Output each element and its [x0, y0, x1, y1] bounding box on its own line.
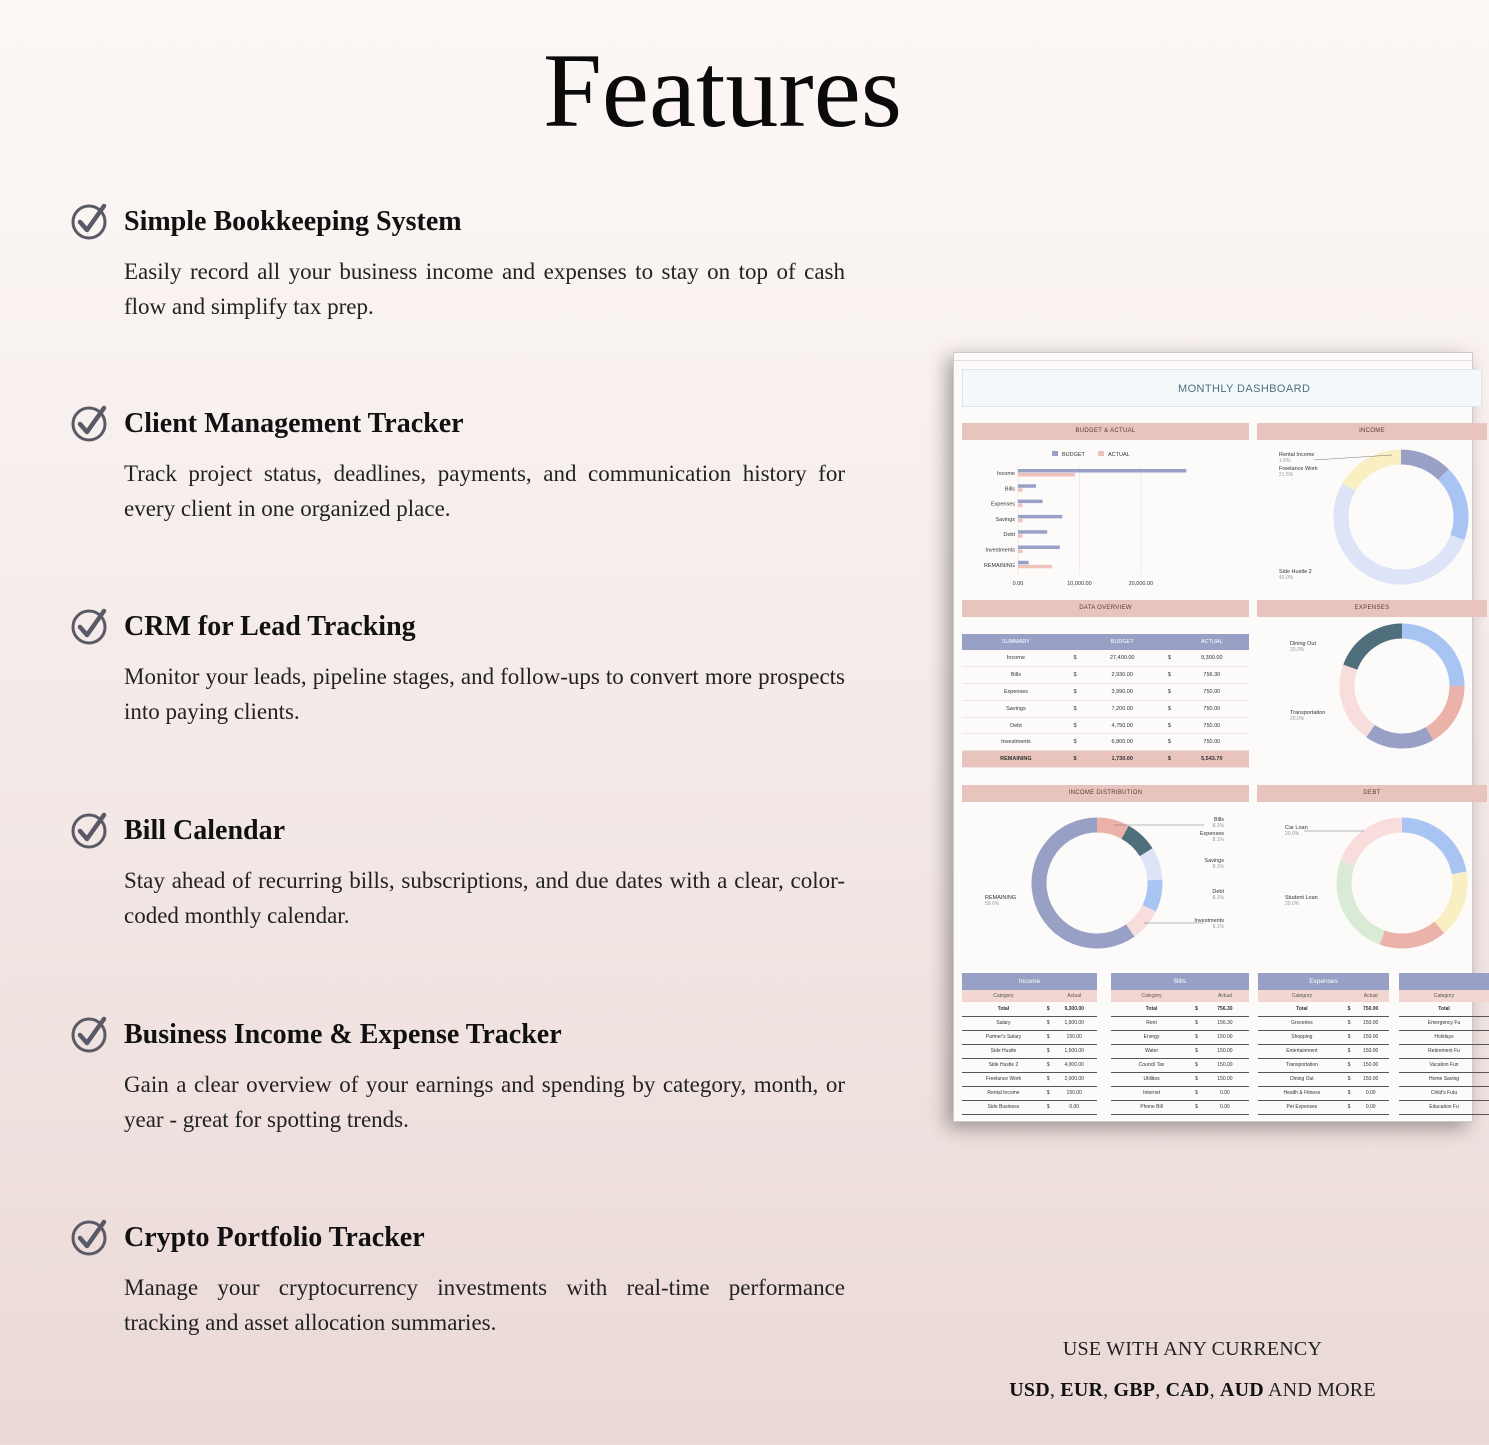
donut-label: Investments — [1194, 918, 1224, 924]
category-table — [1111, 973, 1249, 1115]
donut-segment — [1149, 880, 1155, 908]
currency-code: EUR — [1060, 1379, 1104, 1401]
category-value: 150.00 — [1352, 1072, 1389, 1086]
table-row — [962, 667, 1249, 684]
feature-description: Monitor your leads, pipeline stages, and follow-ups to convert more prospects into paying clients. — [124, 664, 845, 724]
overview-actual: 750.00 — [1175, 734, 1249, 751]
currency-symbol: $ — [1346, 1058, 1353, 1072]
category-name: Vacation Fun — [1399, 1058, 1489, 1072]
category-name: Side Business — [962, 1100, 1045, 1114]
category-name: Shopping — [1258, 1030, 1346, 1044]
table-row — [1399, 1044, 1489, 1058]
bar-budget — [1018, 484, 1036, 488]
x-tick-label: 20,000.00 — [1128, 581, 1154, 587]
table-row — [962, 700, 1249, 717]
currency-symbol: $ — [1045, 1044, 1052, 1058]
category-name: Health & Fitness — [1258, 1086, 1346, 1100]
donut-segment — [1439, 873, 1460, 928]
overview-name: REMAINING — [962, 751, 1070, 768]
category-value: 0.00 — [1051, 1100, 1097, 1114]
table-row — [962, 717, 1249, 734]
table-row — [1258, 1002, 1389, 1016]
category-name: Pet Expenses — [1258, 1100, 1346, 1114]
overview-budget: 27,400.00 — [1080, 650, 1164, 667]
currency-symbol: $ — [1045, 1030, 1052, 1044]
category-name: Total — [1399, 1002, 1489, 1016]
category-table-title: Bills — [1111, 973, 1249, 990]
y-category-label: Expenses — [990, 501, 1015, 508]
bar-budget — [1018, 515, 1062, 519]
currency-symbol: $ — [1045, 1058, 1052, 1072]
feature-title: Business Income & Expense Tracker — [124, 1019, 562, 1050]
currency-symbol: $ — [1070, 650, 1080, 667]
bar-actual — [1018, 473, 1075, 477]
currency-symbol: $ — [1192, 1086, 1201, 1100]
category-name: Side Hustle 2 — [962, 1058, 1045, 1072]
feature-item — [70, 610, 845, 729]
category-value: 0.00 — [1352, 1100, 1389, 1114]
table-row — [1399, 1058, 1489, 1072]
currency-symbol: $ — [1070, 667, 1080, 684]
table-row — [962, 751, 1249, 768]
y-category-label: Bills — [1004, 486, 1015, 493]
category-value: 0.00 — [1201, 1100, 1249, 1114]
table-row — [1258, 1044, 1389, 1058]
category-value: 750.00 — [1352, 1002, 1389, 1016]
feature-title: Client Management Tracker — [124, 408, 464, 439]
category-table-title: Expenses — [1258, 973, 1389, 990]
overview-actual: 750.00 — [1175, 700, 1249, 717]
bar-actual — [1018, 534, 1023, 538]
currency-symbol: $ — [1346, 1072, 1353, 1086]
category-name: Rent — [1111, 1016, 1192, 1030]
table-row — [1258, 1100, 1389, 1114]
donut-segment — [1097, 825, 1125, 832]
dashboard-preview — [953, 352, 1473, 1122]
currency-symbol: $ — [1070, 717, 1080, 734]
currency-code: GBP — [1113, 1379, 1156, 1401]
overview-budget: 1,730.00 — [1080, 751, 1164, 768]
category-name: Holidays — [1399, 1030, 1489, 1044]
currency-suffix: AND MORE — [1268, 1379, 1376, 1401]
category-value: 156.30 — [1201, 1016, 1249, 1030]
currency-symbol: $ — [1346, 1086, 1353, 1100]
section-income-distribution: INCOME DISTRIBUTION — [962, 785, 1249, 802]
table-row — [962, 1072, 1097, 1086]
currency-symbol: $ — [1045, 1072, 1052, 1086]
currency-symbol: $ — [1192, 1002, 1201, 1016]
donut-label-pct: 59.6% — [985, 901, 1000, 907]
section-income: INCOME — [1257, 423, 1487, 440]
currency-symbol: $ — [1070, 751, 1080, 768]
donut-label-pct: 20.0% — [1290, 647, 1305, 653]
table-row — [1111, 1016, 1249, 1030]
currency-symbol: $ — [1045, 1016, 1052, 1030]
currency-symbol: $ — [1346, 1016, 1353, 1030]
donut-label: Debt — [1212, 889, 1224, 895]
table-row — [962, 650, 1249, 667]
overview-budget: 3,990.00 — [1080, 684, 1164, 701]
currency-symbol: $ — [1192, 1072, 1201, 1086]
donut-segment — [1370, 731, 1429, 741]
donut-label-pct: 8.1% — [1212, 823, 1224, 829]
bar-budget — [1018, 546, 1060, 550]
bar-actual — [1018, 565, 1052, 569]
currency-symbol: $ — [1164, 650, 1174, 667]
donut-segment — [1125, 832, 1146, 852]
donut-segment — [1344, 863, 1382, 937]
currency-symbol: $ — [1045, 1100, 1052, 1114]
donut-label: Expenses — [1199, 831, 1224, 837]
bar-budget — [1018, 500, 1043, 504]
category-table — [1399, 973, 1489, 1115]
currency-symbol: $ — [1192, 1100, 1201, 1114]
overview-budget: 2,930.00 — [1080, 667, 1164, 684]
donut-segment — [1350, 631, 1402, 667]
table-row — [1111, 1002, 1249, 1016]
overview-name: Savings — [962, 700, 1070, 717]
overview-actual: 750.00 — [1175, 684, 1249, 701]
category-name: Internet — [1111, 1086, 1192, 1100]
donut-label: Student Loan — [1285, 895, 1318, 901]
y-category-label: Debt — [1003, 532, 1015, 539]
check-circle-icon — [70, 810, 110, 850]
check-circle-icon — [70, 403, 110, 443]
category-value: 150.00 — [1201, 1072, 1249, 1086]
currency-symbol: $ — [1164, 751, 1174, 768]
currency-symbol: $ — [1346, 1044, 1353, 1058]
donut-label-pct: 8.1% — [1212, 924, 1224, 930]
check-circle-icon — [70, 1014, 110, 1054]
category-name: Entertainment — [1258, 1044, 1346, 1058]
category-name: Child's Futu — [1399, 1086, 1489, 1100]
donut-label-pct: 1.6% — [1279, 458, 1291, 464]
currency-symbol: $ — [1164, 667, 1174, 684]
bar-budget — [1018, 561, 1029, 565]
overview-name: Expenses — [962, 684, 1070, 701]
donut-segment — [1402, 825, 1459, 873]
currency-symbol: $ — [1346, 1100, 1353, 1114]
category-name: Home Saving — [1399, 1072, 1489, 1086]
table-row — [962, 1058, 1097, 1072]
category-value: 1,500.00 — [1051, 1044, 1097, 1058]
check-circle-icon — [70, 606, 110, 646]
legend-swatch-actual — [1098, 451, 1104, 456]
currency-symbol: $ — [1346, 1030, 1353, 1044]
category-name: Rental Income — [962, 1086, 1045, 1100]
category-name: Transportation — [1258, 1058, 1346, 1072]
overview-name: Bills — [962, 667, 1070, 684]
category-value: 0.00 — [1201, 1086, 1249, 1100]
category-header: Category — [1399, 990, 1489, 1002]
category-header: Category — [962, 990, 1045, 1002]
category-name: Education Fu — [1399, 1100, 1489, 1114]
table-row — [1111, 1072, 1249, 1086]
category-header: Category — [1111, 990, 1192, 1002]
bar-actual — [1018, 504, 1023, 508]
donut-label-pct: 43.0% — [1279, 575, 1294, 581]
section-expenses: EXPENSES — [1257, 600, 1487, 617]
table-row — [1111, 1058, 1249, 1072]
table-row — [962, 684, 1249, 701]
category-name: Water — [1111, 1044, 1192, 1058]
category-value: 150.00 — [1352, 1058, 1389, 1072]
table-row — [1111, 1086, 1249, 1100]
legend-swatch-budget — [1052, 451, 1058, 456]
currency-note: USE WITH ANY CURRENCY — [1062, 1338, 1323, 1360]
category-value: 150.00 — [1201, 1058, 1249, 1072]
donut-segment — [1430, 686, 1458, 734]
donut-label: REMAINING — [985, 895, 1017, 901]
table-row — [1258, 1058, 1389, 1072]
category-value: 4,000.00 — [1051, 1058, 1097, 1072]
overview-name: Income — [962, 650, 1070, 667]
table-row — [962, 1002, 1097, 1016]
feature-description: Track project status, deadlines, payments, and communication history for every client in one organized place. — [124, 461, 845, 521]
category-name: Salary — [962, 1016, 1045, 1030]
page-title: Features — [542, 32, 903, 149]
table-row — [1399, 1072, 1489, 1086]
feature-title: Simple Bookkeeping System — [124, 206, 462, 237]
x-tick-label: 10,000.00 — [1067, 581, 1092, 587]
table-row — [1399, 1100, 1489, 1114]
x-tick-label: 0.00 — [1012, 581, 1024, 587]
feature-item — [70, 205, 845, 324]
category-name: Dining Out — [1258, 1072, 1346, 1086]
actual-header: Actual — [1352, 990, 1389, 1002]
category-name: Freelance Work — [962, 1072, 1045, 1086]
currency-symbol: $ — [1164, 717, 1174, 734]
currency-symbol: $ — [1192, 1016, 1201, 1030]
bar-actual — [1018, 550, 1023, 554]
legend-actual: ACTUAL — [1108, 452, 1130, 458]
y-category-label: Savings — [995, 516, 1015, 523]
category-value: 150.00 — [1051, 1030, 1097, 1044]
currency-symbol: $ — [1164, 700, 1174, 717]
category-table — [962, 973, 1097, 1115]
donut-label: Savings — [1204, 858, 1224, 864]
currency-symbol: $ — [1164, 734, 1174, 751]
table-row — [1399, 1002, 1489, 1016]
donut-segment — [1347, 667, 1370, 731]
overview-header: BUDGET — [1080, 634, 1164, 650]
overview-actual: 750.00 — [1175, 717, 1249, 734]
overview-name: Debt — [962, 717, 1070, 734]
donut-label: Car Loan — [1285, 825, 1308, 831]
category-name: Council Tax — [1111, 1058, 1192, 1072]
y-category-label: REMAINING — [983, 562, 1015, 569]
category-value: 1,500.00 — [1051, 1016, 1097, 1030]
donut-segment — [1443, 475, 1461, 538]
donut-label-pct: 20.0% — [1285, 901, 1300, 907]
y-category-label: Income — [996, 471, 1015, 477]
donut-label: Freelance Work — [1279, 466, 1318, 472]
category-name: Partner's Salary — [962, 1030, 1045, 1044]
donut-label: Side Hustle 2 — [1279, 569, 1312, 575]
donut-label: Dining Out — [1290, 641, 1316, 647]
category-header: Category — [1258, 990, 1346, 1002]
currency-codes: USD, EUR, GBP, CAD, AUD AND MORE — [1009, 1379, 1376, 1401]
donut-label-pct: 20.0% — [1290, 716, 1305, 722]
category-value: 150.00 — [1352, 1044, 1389, 1058]
donut-segment — [1382, 927, 1439, 941]
currency-symbol: $ — [1192, 1058, 1201, 1072]
category-name: Retirement Fu — [1399, 1044, 1489, 1058]
feature-item — [70, 1221, 845, 1340]
donut-label: Rental Income — [1279, 452, 1315, 458]
category-value: 2,000.00 — [1051, 1072, 1097, 1086]
donut-label-pct: 8.1% — [1212, 895, 1224, 901]
section-budget-actual: BUDGET & ACTUAL — [962, 423, 1249, 440]
table-row — [1399, 1086, 1489, 1100]
category-table-title: Income — [962, 973, 1097, 990]
feature-title: Crypto Portfolio Tracker — [124, 1222, 425, 1253]
currency-symbol: $ — [1070, 734, 1080, 751]
overview-name: Investments — [962, 734, 1070, 751]
overview-actual: 756.30 — [1175, 667, 1249, 684]
category-name: Groceries — [1258, 1016, 1346, 1030]
table-row — [1111, 1100, 1249, 1114]
category-name: Total — [1111, 1002, 1192, 1016]
check-circle-icon — [70, 201, 110, 241]
data-overview-table — [962, 634, 1249, 768]
section-data-overview: DATA OVERVIEW — [962, 600, 1249, 617]
category-value: 756.30 — [1201, 1002, 1249, 1016]
currency-symbol: $ — [1192, 1030, 1201, 1044]
overview-budget: 4,750.00 — [1080, 717, 1164, 734]
currency-symbol: $ — [1070, 700, 1080, 717]
table-row — [962, 734, 1249, 751]
category-name: Utilities — [1111, 1072, 1192, 1086]
table-row — [962, 1044, 1097, 1058]
category-name: Side Hustle — [962, 1044, 1045, 1058]
table-row — [1111, 1044, 1249, 1058]
overview-actual: 5,543.70 — [1175, 751, 1249, 768]
table-row — [962, 1086, 1097, 1100]
category-value: 9,300.00 — [1051, 1002, 1097, 1016]
feature-item — [70, 1018, 845, 1137]
donut-label: Transportation — [1290, 710, 1326, 716]
bar-budget — [1018, 469, 1186, 473]
currency-symbol: $ — [1164, 684, 1174, 701]
overview-header: SUMMARY — [962, 634, 1070, 650]
actual-header: Actual — [1051, 990, 1097, 1002]
table-row — [1399, 1016, 1489, 1030]
category-name: Phone Bill — [1111, 1100, 1192, 1114]
feature-description: Manage your cryptocurrency investments with real-time performance tracking and asset allocation summaries. — [124, 1275, 845, 1335]
table-row — [1258, 1086, 1389, 1100]
table-row — [962, 1030, 1097, 1044]
currency-symbol: $ — [1045, 1002, 1052, 1016]
donut-label: Bills — [1213, 817, 1224, 823]
feature-item — [70, 814, 845, 933]
donut-segment — [1130, 908, 1149, 930]
table-row — [1111, 1030, 1249, 1044]
overview-header: ACTUAL — [1175, 634, 1249, 650]
category-value: 150.00 — [1201, 1030, 1249, 1044]
donut-segment — [1347, 825, 1402, 863]
category-value: 150.00 — [1201, 1044, 1249, 1058]
currency-symbol: $ — [1070, 684, 1080, 701]
currency-code: AUD — [1219, 1379, 1264, 1401]
check-circle-icon — [70, 1217, 110, 1257]
actual-header: Actual — [1201, 990, 1249, 1002]
feature-description: Gain a clear overview of your earnings and spending by category, month, or year - great for spotting trends. — [124, 1072, 845, 1132]
donut-segment — [1349, 538, 1457, 577]
category-value: 150.00 — [1352, 1030, 1389, 1044]
overview-actual: 9,300.00 — [1175, 650, 1249, 667]
feature-title: CRM for Lead Tracking — [124, 611, 416, 642]
overview-budget: 6,800.00 — [1080, 734, 1164, 751]
category-value: 150.00 — [1051, 1086, 1097, 1100]
donut-label-pct: 8.1% — [1212, 837, 1224, 843]
table-row — [1258, 1072, 1389, 1086]
category-table — [1258, 973, 1389, 1115]
bar-budget — [1018, 530, 1047, 534]
currency-code: USD — [1009, 1379, 1050, 1401]
bar-actual — [1018, 519, 1023, 523]
section-debt: DEBT — [1257, 785, 1487, 802]
category-name: Emergency Fu — [1399, 1016, 1489, 1030]
feature-item — [70, 407, 845, 526]
dashboard-title: MONTHLY DASHBOARD — [962, 369, 1482, 407]
category-name: Total — [962, 1002, 1045, 1016]
overview-budget: 7,200.00 — [1080, 700, 1164, 717]
currency-symbol: $ — [1192, 1044, 1201, 1058]
donut-segment — [1402, 631, 1457, 686]
table-row — [962, 1100, 1097, 1114]
currency-symbol: $ — [1346, 1002, 1353, 1016]
feature-description: Stay ahead of recurring bills, subscriptions, and due dates with a clear, color-coded monthly calendar. — [124, 868, 845, 928]
legend-budget: BUDGET — [1062, 452, 1085, 458]
donut-segment — [1039, 825, 1130, 941]
feature-description: Easily record all your business income and expenses to stay on top of cash flow and simplify tax prep. — [124, 259, 845, 319]
donut-segment — [1349, 457, 1401, 487]
donut-label-pct: 20.0% — [1285, 831, 1300, 837]
bar-actual — [1018, 488, 1023, 492]
feature-title: Bill Calendar — [124, 815, 286, 846]
category-value: 150.00 — [1352, 1016, 1389, 1030]
table-row — [1399, 1030, 1489, 1044]
donut-segment — [1401, 457, 1443, 475]
donut-segment — [1341, 487, 1349, 547]
category-name: Total — [1258, 1002, 1346, 1016]
currency-symbol: $ — [1045, 1086, 1052, 1100]
donut-label-pct: 8.1% — [1212, 864, 1224, 870]
currency-code: CAD — [1165, 1379, 1210, 1401]
category-name: Energy — [1111, 1030, 1192, 1044]
donut-label-pct: 21.5% — [1279, 472, 1294, 478]
donut-segment — [1146, 852, 1155, 880]
category-value: 0.00 — [1352, 1086, 1389, 1100]
y-category-label: Investments — [985, 547, 1015, 554]
table-row — [1258, 1030, 1389, 1044]
table-row — [1258, 1016, 1389, 1030]
table-row — [962, 1016, 1097, 1030]
category-table-title — [1399, 973, 1489, 990]
